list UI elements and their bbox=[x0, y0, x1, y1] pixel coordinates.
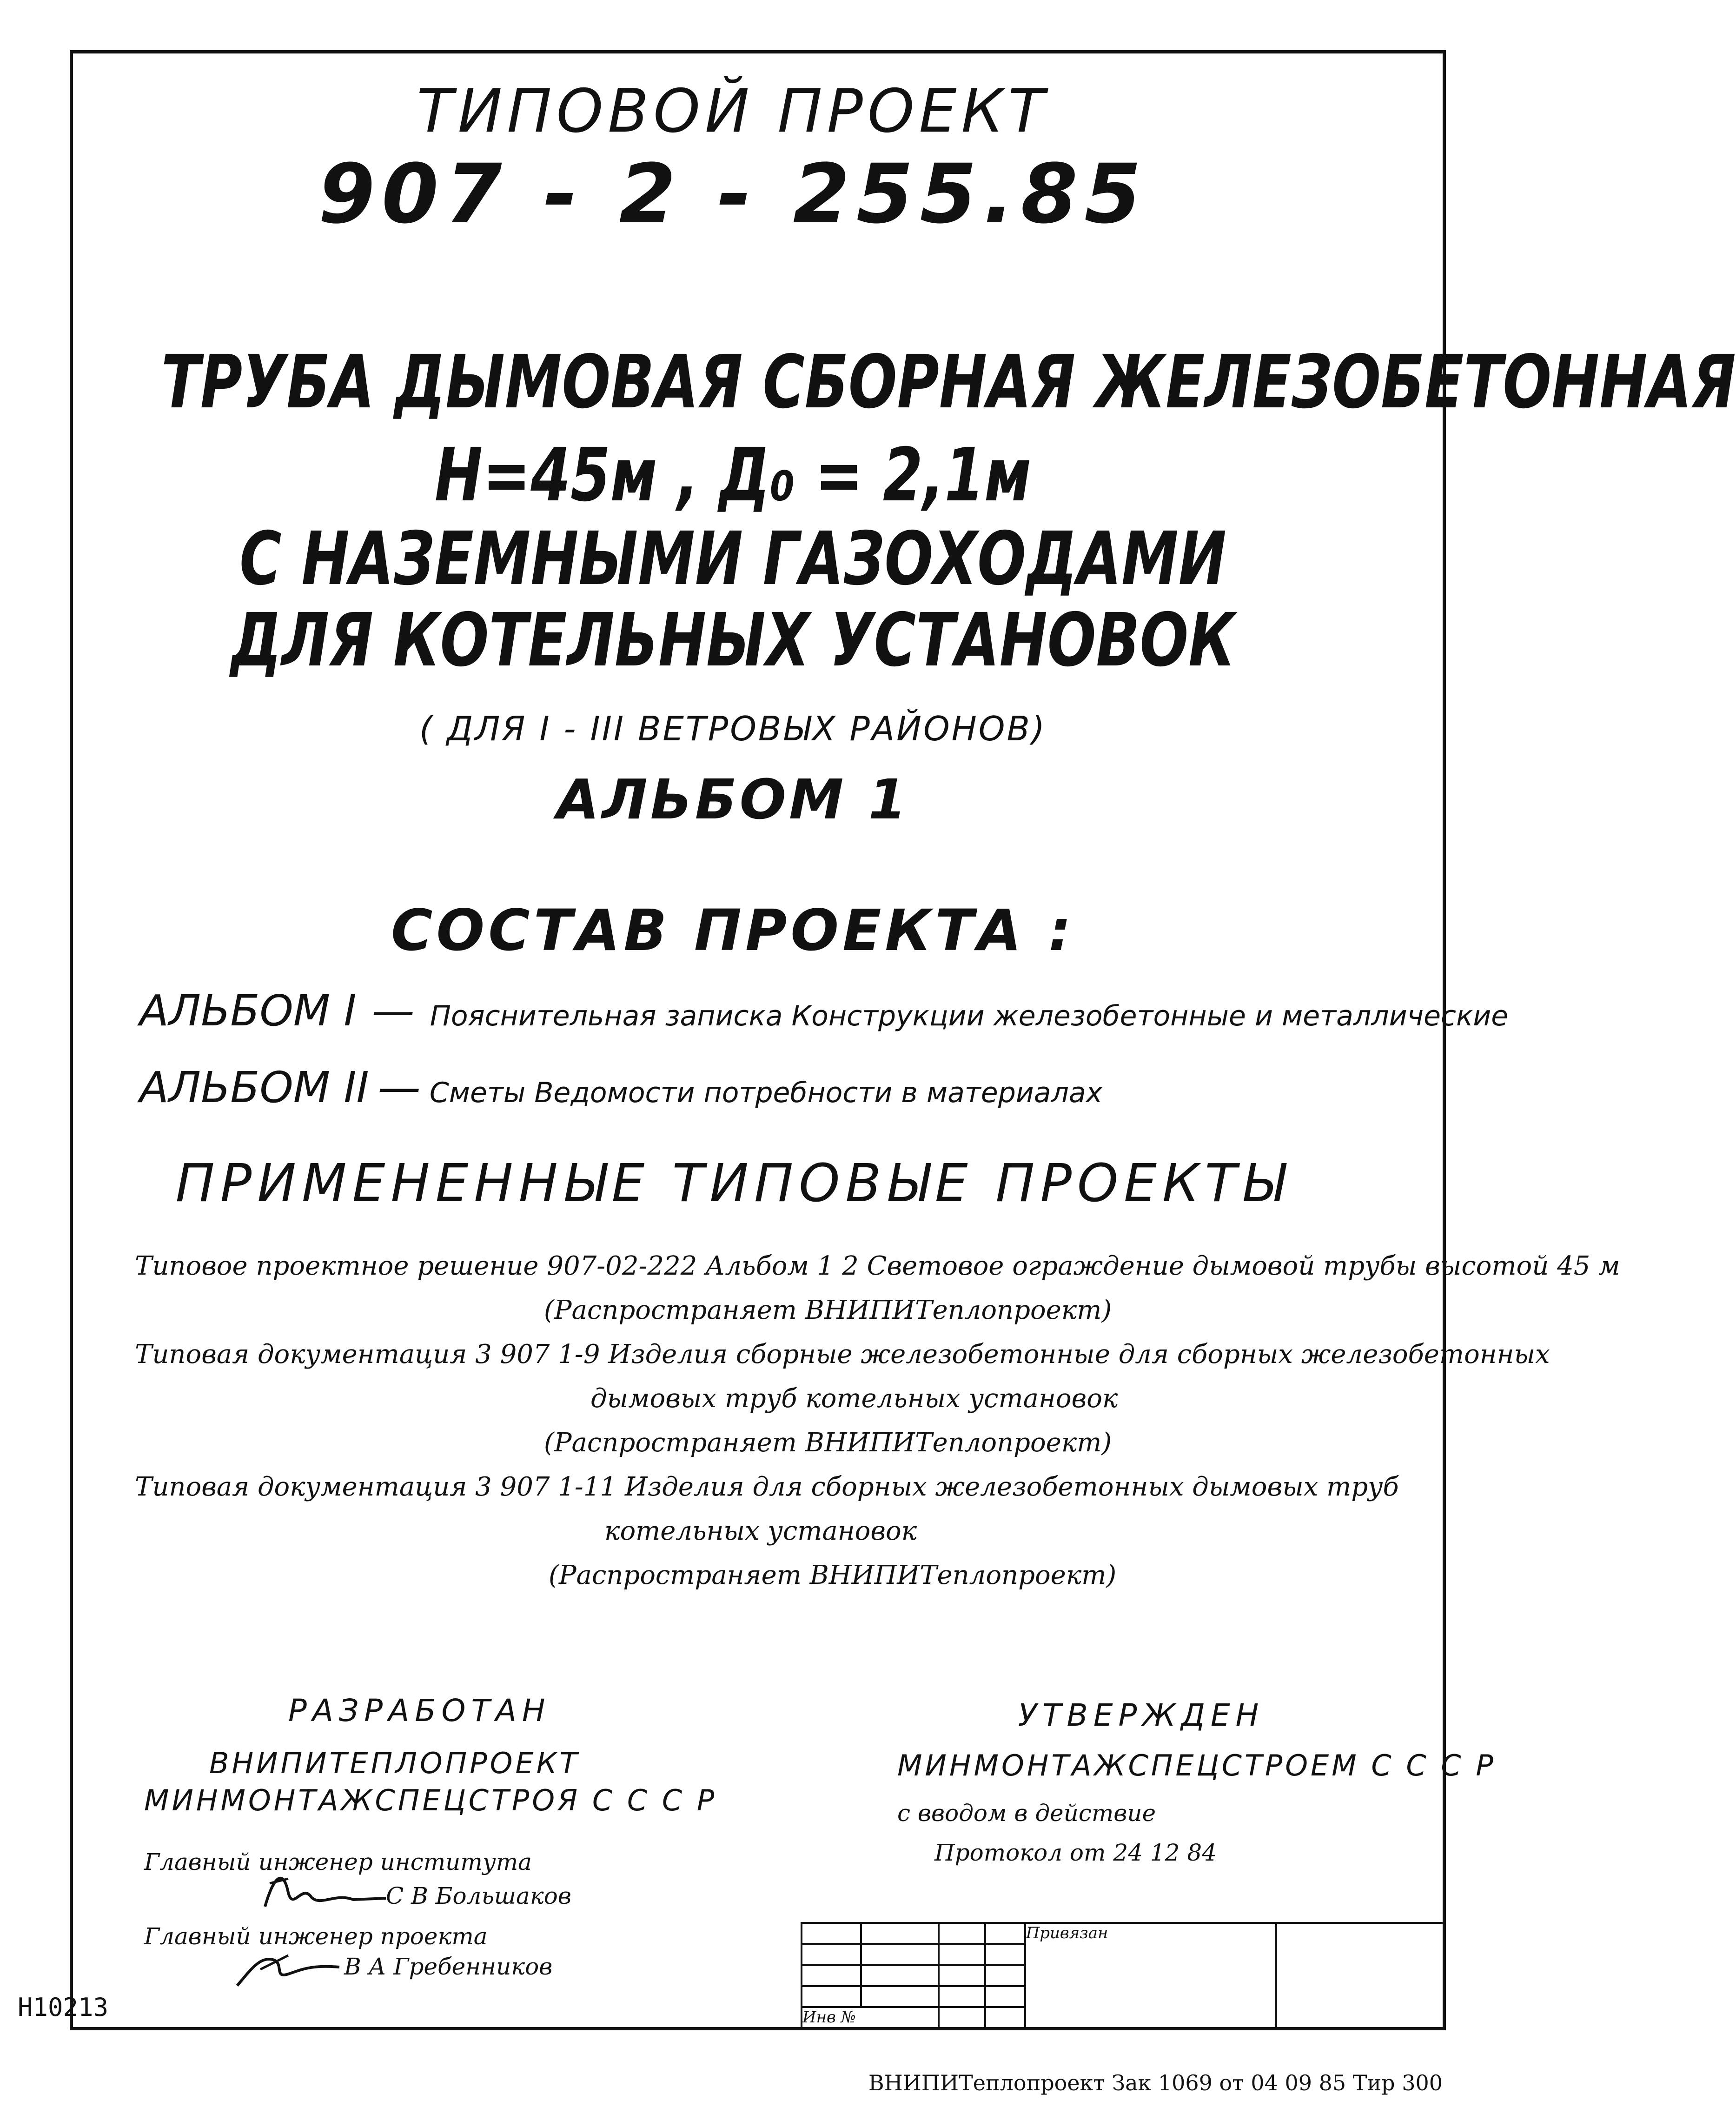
album-row-2-name: АЛЬБОМ II bbox=[139, 1063, 369, 1112]
title-line-4: ДЛЯ КОТЕЛЬНЫХ УСТАНОВОК bbox=[231, 598, 1235, 683]
approved-effect: с вводом в действие bbox=[897, 1800, 1156, 1827]
album-row-1-dash: — bbox=[371, 986, 415, 1036]
album-row-1 bbox=[139, 986, 1508, 1036]
approved-label: УТВЕРЖДЕН bbox=[1018, 1697, 1265, 1733]
applied-line-2: (Распространяет ВНИПИТеплопроект) bbox=[544, 1295, 1112, 1325]
signature-1-icon bbox=[260, 1865, 391, 1916]
applied-line-7: котельных установок bbox=[604, 1516, 917, 1546]
project-number: 907 - 2 - 255.85 bbox=[318, 146, 1148, 242]
applied-line-6: Типовая документация 3 907 1-11 Изделия для сборных железобетонных дымовых труб bbox=[135, 1472, 1399, 1502]
stamp-privyazan: Привязан bbox=[1025, 1923, 1277, 2029]
album-row-2-dash: — bbox=[378, 1063, 421, 1112]
title-subtitle: ( ДЛЯ I - III ВЕТРОВЫХ РАЙОНОВ) bbox=[419, 709, 1047, 748]
applied-line-3: Типовая документация 3 907 1-9 Изделия сборные железобетонные для сборных железобетонных bbox=[135, 1339, 1550, 1369]
album-number: АЛЬБОМ 1 bbox=[557, 767, 909, 831]
chief-engineer-institute-name: С В Большаков bbox=[386, 1882, 571, 1909]
approved-ministry: МИНМОНТАЖСПЕЦСТРОЕМ С С С Р bbox=[897, 1748, 1496, 1782]
applied-line-5: (Распространяет ВНИПИТеплопроект) bbox=[544, 1428, 1112, 1458]
title-line-3: С НАЗЕМНЫМИ ГАЗОХОДАМИ bbox=[239, 516, 1226, 602]
title-line-2: Н=45м , Д₀ = 2,1м bbox=[434, 432, 1032, 518]
signature-2-icon bbox=[232, 1941, 344, 1993]
album-row-2 bbox=[139, 1063, 1102, 1112]
chief-engineer-institute-label: Главный инженер института bbox=[144, 1848, 532, 1875]
album-row-2-desc: Сметы Ведомости потребности в материалах bbox=[429, 1077, 1103, 1109]
applied-line-4: дымовых труб котельных установок bbox=[590, 1383, 1118, 1414]
stamp-table bbox=[801, 1922, 1446, 2030]
project-label: ТИПОВОЙ ПРОЕКТ bbox=[417, 77, 1049, 146]
chief-engineer-project-label: Главный инженер проекта bbox=[144, 1923, 488, 1950]
developed-org: ВНИПИТЕПЛОПРОЕКТ bbox=[209, 1746, 580, 1780]
developed-label: РАЗРАБОТАН bbox=[288, 1693, 551, 1728]
composition-heading: СОСТАВ ПРОЕКТА : bbox=[391, 897, 1075, 964]
album-row-1-desc: Пояснительная записка Конструкции железобетонные и металлические bbox=[430, 1000, 1509, 1032]
side-code: Н10213 bbox=[18, 1993, 109, 2022]
chief-engineer-project-name: В А Гребенников bbox=[344, 1953, 553, 1980]
approved-protocol: Протокол от 24 12 84 bbox=[934, 1839, 1217, 1866]
applied-heading: ПРИМЕНЕННЫЕ ТИПОВЫЕ ПРОЕКТЫ bbox=[175, 1153, 1291, 1214]
title-line-1: ТРУБА ДЫМОВАЯ СБОРНАЯ ЖЕЛЕЗОБЕТОННАЯ bbox=[161, 339, 1736, 425]
print-footer: ВНИПИТеплопроект Зак 1069 от 04 09 85 Тир 300 bbox=[868, 2070, 1443, 2095]
album-row-1-name: АЛЬБОМ I bbox=[139, 986, 357, 1036]
stamp-inv: Инв № bbox=[802, 2007, 939, 2029]
applied-line-8: (Распространяет ВНИПИТеплопроект) bbox=[549, 1560, 1117, 1590]
developed-ministry: МИНМОНТАЖСПЕЦСТРОЯ С С С Р bbox=[144, 1783, 717, 1817]
applied-line-1: Типовое проектное решение 907-02-222 Альбом 1 2 Световое ограждение дымовой трубы высотой 45 м bbox=[135, 1251, 1620, 1281]
